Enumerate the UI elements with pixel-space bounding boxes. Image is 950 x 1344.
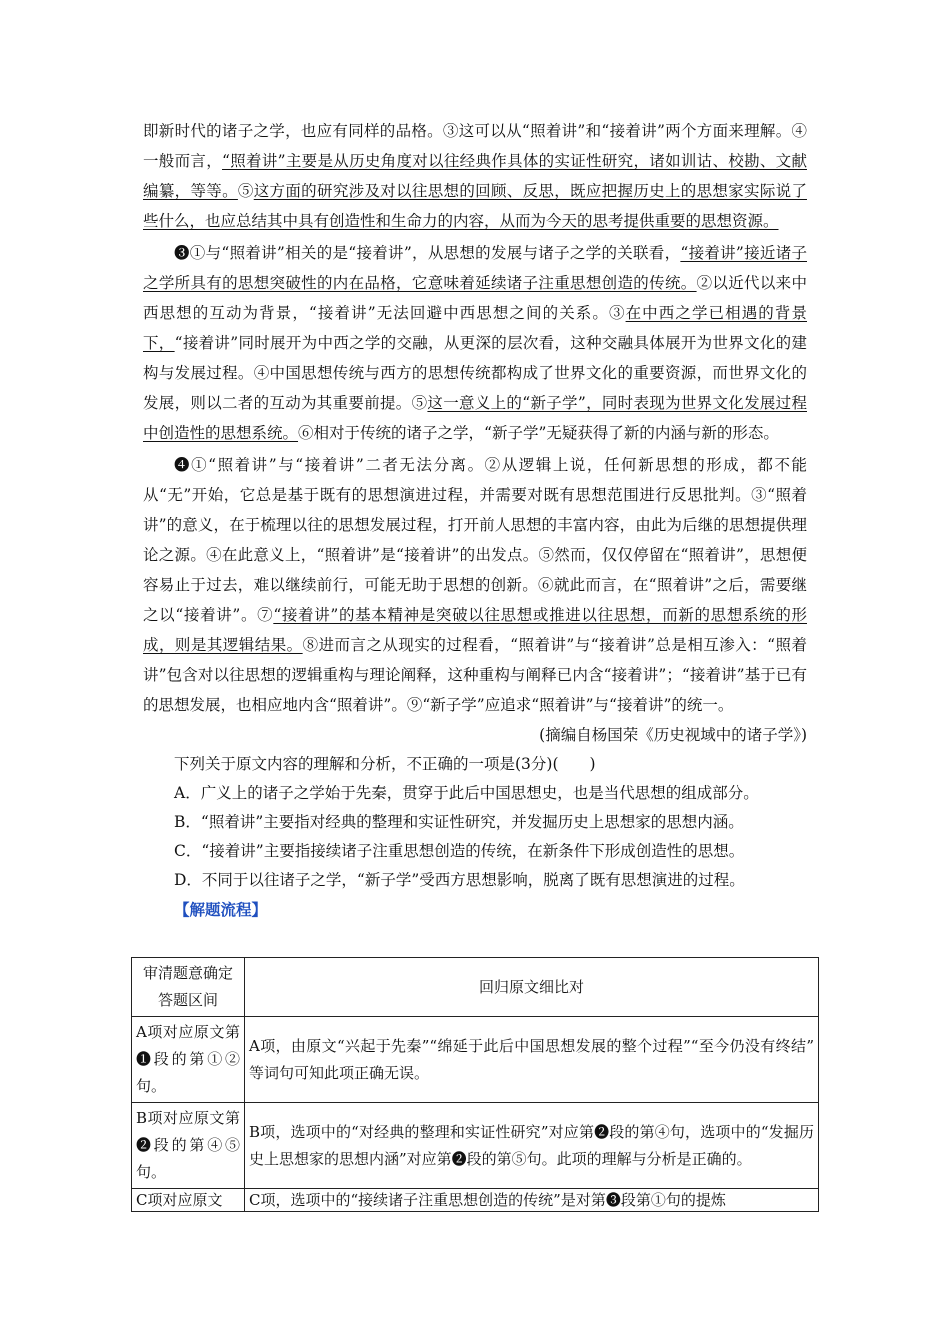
paragraph-marker: ❹ bbox=[174, 456, 192, 474]
table-header-row bbox=[132, 958, 819, 1017]
para-text: ①“照着讲”与“接着讲”二者无法分离。②从逻辑上说，任何新思想的形成，都不能从“无”开始，它总是基于既有的思想演进过程，并需要对既有思想范围进行反思批判。③“照着讲”的意义，在于梳理以往的思想发展过程，打开前人思想的丰富内容，由此为后继的思想提供理论之源。④在此意义上，“照着讲”是“接着讲”的出发点。⑤然而，仅仅停留在“照着讲”，思想便容易止于过去，难以继续前行，可能无助于思想的创新。⑥就此而言，在“照着讲”之后，需要继之以“接着讲”。⑦ bbox=[143, 456, 807, 624]
paragraph-4 bbox=[143, 450, 807, 720]
paragraph-marker: ❸ bbox=[174, 244, 190, 262]
table-row bbox=[132, 1189, 819, 1212]
header-right: 回归原文细比对 bbox=[245, 958, 819, 1017]
solution-table bbox=[131, 957, 830, 1212]
source-citation: (摘编自杨国荣《历史视域中的诸子学》) bbox=[539, 726, 807, 744]
para-text: ①与“照着讲”相关的是“接着讲”，从思想的发展与诸子之学的关联看， bbox=[189, 244, 681, 262]
option-a: A．广义上的诸子之学始于先秦，贯穿于此后中国思想史，也是当代思想的组成部分。 bbox=[174, 784, 759, 802]
document-page bbox=[143, 116, 807, 923]
underlined-text: 在中西之学已相遇的背景下， bbox=[143, 304, 807, 352]
para-text: ②以近代以来中西思想的互动为背景，“接着讲”无法回避中西思想之间的关系。③ bbox=[143, 274, 807, 322]
underlined-text: “接着讲”的基本精神是突破以往思想或推进以往思想，而新的思想系统的形成，则是其逻辑结果。 bbox=[143, 606, 807, 654]
row-right-cell: B项，选项中的“对经典的整理和实证性研究”对应第❷段的第④句，选项中的“发掘历史上思想家的思想内涵”对应第❷段的第⑤句。此项的理解与分析是正确的。 bbox=[245, 1103, 819, 1189]
option-d: D．不同于以往诸子之学，“新子学”受西方思想影响，脱离了既有思想演进的过程。 bbox=[174, 871, 745, 889]
row-right-cell: A项，由原文“兴起于先秦”“绵延于此后中国思想发展的整个过程”“至今仍没有终结” 等词句可知此项正确无误。 bbox=[245, 1017, 819, 1103]
para-text: “接着讲”同时展开为中西之学的交融，从更深的层次看，这种交融具体展开为世界文化的建构与发展过程。④中国思想传统与西方的思想传统都构成了世界文化的重要资源，而世界文化的发展，则以二者的互动为其重要前提。⑤ bbox=[143, 334, 807, 412]
question-stem: 下列关于原文内容的理解和分析，不正确的一项是(3分)( ) bbox=[174, 755, 596, 773]
underlined-text: 这方面的研究涉及对以往思想的回顾、反思，既应把握历史上的思想家实际说了些什么，也应总结其中具有创造性和生命力的内容，从而为今天的思考提供重要的思想资源。 bbox=[143, 182, 807, 230]
option-c: C．“接着讲”主要指接续诸子注重思想创造的传统，在新条件下形成创造性的思想。 bbox=[174, 842, 745, 860]
underlined-text: 这一意义上的“新子学”，同时表现为世界文化发展过程中创造性的思想系统。 bbox=[143, 394, 807, 442]
paragraph-2-continued bbox=[143, 116, 807, 236]
para-text: ⑧进而言之从现实的过程看，“照着讲”与“接着讲”总是相互渗入：“照着讲”包含对以往思想的逻辑重构与理论阐释，这种重构与阐释已内含“接着讲”；“接着讲”基于已有的思想发展，也相应地内含“照着讲”。⑨“新子学”应追求“照着讲”与“接着讲”的统一。 bbox=[143, 636, 807, 714]
underlined-text: “接着讲”接近诸子之学所具有的思想突破性的内在品格，它意味着延续诸子注重思想创造的传统。 bbox=[143, 244, 807, 292]
row-left-cell: C项对应原文 bbox=[132, 1189, 245, 1212]
para-text: ⑥相对于传统的诸子之学，“新子学”无疑获得了新的内涵与新的形态。 bbox=[298, 424, 779, 442]
row-right-cell: C项，选项中的“接续诸子注重思想创造的传统”是对第❸段第①句的提炼 bbox=[245, 1189, 819, 1212]
row-left-cell: B项对应原文第❷段的第④⑤句。 bbox=[132, 1103, 245, 1189]
table-row bbox=[132, 1017, 819, 1103]
paragraph-3 bbox=[143, 238, 807, 448]
para-text: 即新时代的诸子之学，也应有同样的品格。③这可以从“照着讲”和“接着讲”两个方面来理解。④一般而言， bbox=[143, 122, 807, 170]
option-b: B．“照着讲”主要指对经典的整理和实证性研究，并发掘历史上思想家的思想内涵。 bbox=[174, 813, 744, 831]
flow-title: 【解题流程】 bbox=[174, 900, 268, 919]
para-text: ⑤ bbox=[237, 182, 254, 200]
table-row bbox=[132, 1103, 819, 1189]
underlined-text: “照着讲”主要是从历史角度对以往经典作具体的实证性研究，诸如训诂、校勘、文献编纂，等等。 bbox=[143, 152, 807, 200]
row-left-cell: A项对应原文第❶段的第①②句。 bbox=[132, 1017, 245, 1103]
header-left: 审清题意确定答题区间 bbox=[132, 958, 245, 1017]
